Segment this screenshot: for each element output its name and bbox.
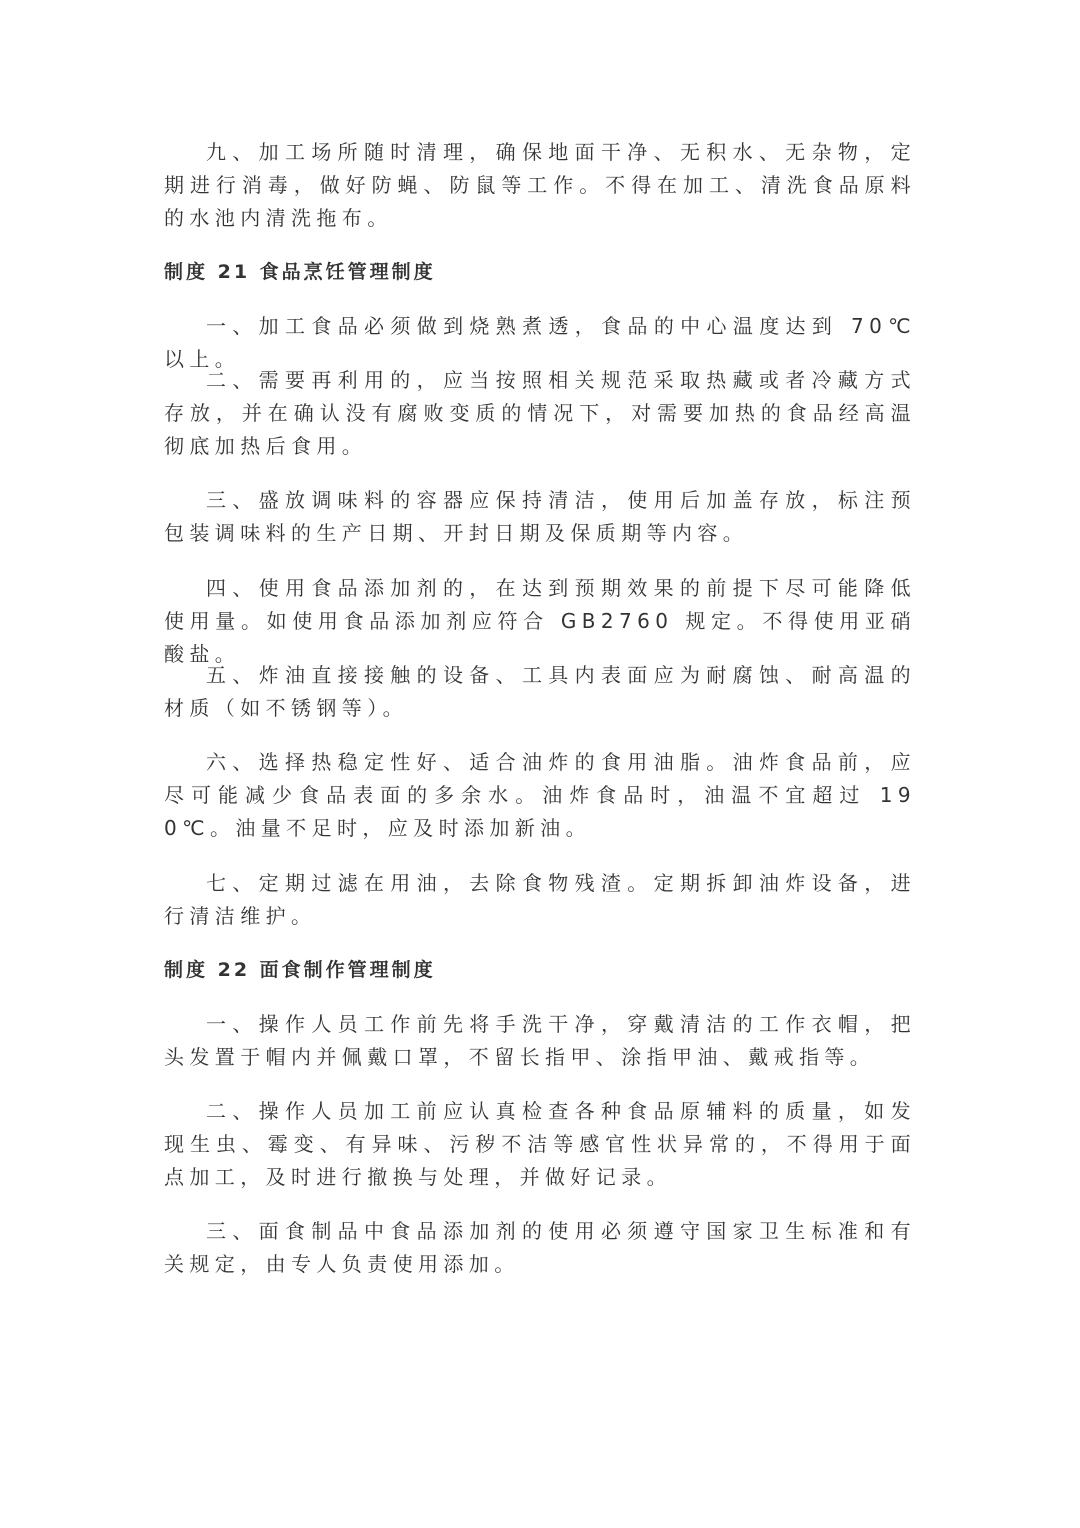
- paragraph-21-6: 六、选择热稳定性好、适合油炸的食用油脂。油炸食品前，应尽可能减少食品表面的多余水。油炸食品时，油温不宜超过 190℃。油量不足时，应及时添加新油。: [164, 750, 916, 840]
- paragraph-22-1: 一、操作人员工作前先将手洗干净，穿戴清洁的工作衣帽，把头发置于帽内并佩戴口罩，不留长指甲、涂指甲油、戴戒指等。: [164, 1012, 916, 1069]
- paragraph-21-5: 五、炸油直接接触的设备、工具内表面应为耐腐蚀、耐高温的材质（如不锈钢等）。: [164, 663, 916, 720]
- paragraph-21-4: 四、使用食品添加剂的，在达到预期效果的前提下尽可能降低使用量。如使用食品添加剂应符合 GB2760 规定。不得使用亚硝酸盐。: [164, 576, 916, 666]
- paragraph-21-3: 三、盛放调味料的容器应保持清洁，使用后加盖存放，标注预包装调味料的生产日期、开封日期及保质期等内容。: [164, 488, 916, 545]
- section-heading-21: 制度 21 食品烹饪管理制度: [164, 261, 436, 283]
- paragraph-21-2: 二、需要再利用的，应当按照相关规范采取热藏或者冷藏方式存放，并在确认没有腐败变质的情况下，对需要加热的食品经高温彻底加热后食用。: [164, 368, 916, 458]
- paragraph-21-7: 七、定期过滤在用油，去除食物残渣。定期拆卸油炸设备，进行清洁维护。: [164, 871, 916, 928]
- paragraph-22-2: 二、操作人员加工前应认真检查各种食品原辅料的质量，如发现生虫、霉变、有异味、污秽不洁等感官性状异常的，不得用于面点加工，及时进行撤换与处理，并做好记录。: [164, 1099, 916, 1189]
- paragraph-item-9: 九、加工场所随时清理，确保地面干净、无积水、无杂物，定期进行消毒，做好防蝇、防鼠等工作。不得在加工、清洗食品原料的水池内清洗拖布。: [164, 140, 916, 230]
- paragraph-21-1: 一、加工食品必须做到烧熟煮透，食品的中心温度达到 70℃以上。: [164, 314, 916, 371]
- section-heading-22: 制度 22 面食制作管理制度: [164, 959, 436, 981]
- paragraph-22-3: 三、面食制品中食品添加剂的使用必须遵守国家卫生标准和有关规定，由专人负责使用添加。: [164, 1219, 916, 1276]
